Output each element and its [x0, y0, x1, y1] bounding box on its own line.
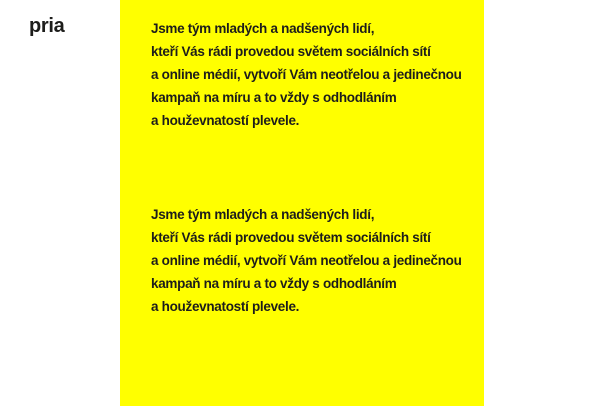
brand-logo: pria [29, 15, 65, 37]
text-line: a online médií, vytvoří Vám neotřelou a jedinečnou [151, 67, 462, 82]
text-line: Jsme tým mladých a nadšených lidí, [151, 21, 375, 36]
text-line: a houževnatostí plevele. [151, 299, 300, 314]
text-line: kampaň na míru a to vždy s odhodláním [151, 90, 397, 105]
text-line: kampaň na míru a to vždy s odhodláním [151, 276, 397, 291]
text-line: kteří Vás rádi provedou světem sociálních sítí [151, 230, 431, 245]
yellow-panel [120, 0, 484, 406]
intro-paragraph-top [151, 17, 476, 132]
text-line: kteří Vás rádi provedou světem sociálních sítí [151, 44, 431, 59]
text-line: a online médií, vytvoří Vám neotřelou a jedinečnou [151, 253, 462, 268]
text-line: a houževnatostí plevele. [151, 113, 300, 128]
intro-paragraph-bottom [151, 203, 476, 318]
text-line: Jsme tým mladých a nadšených lidí, [151, 207, 375, 222]
